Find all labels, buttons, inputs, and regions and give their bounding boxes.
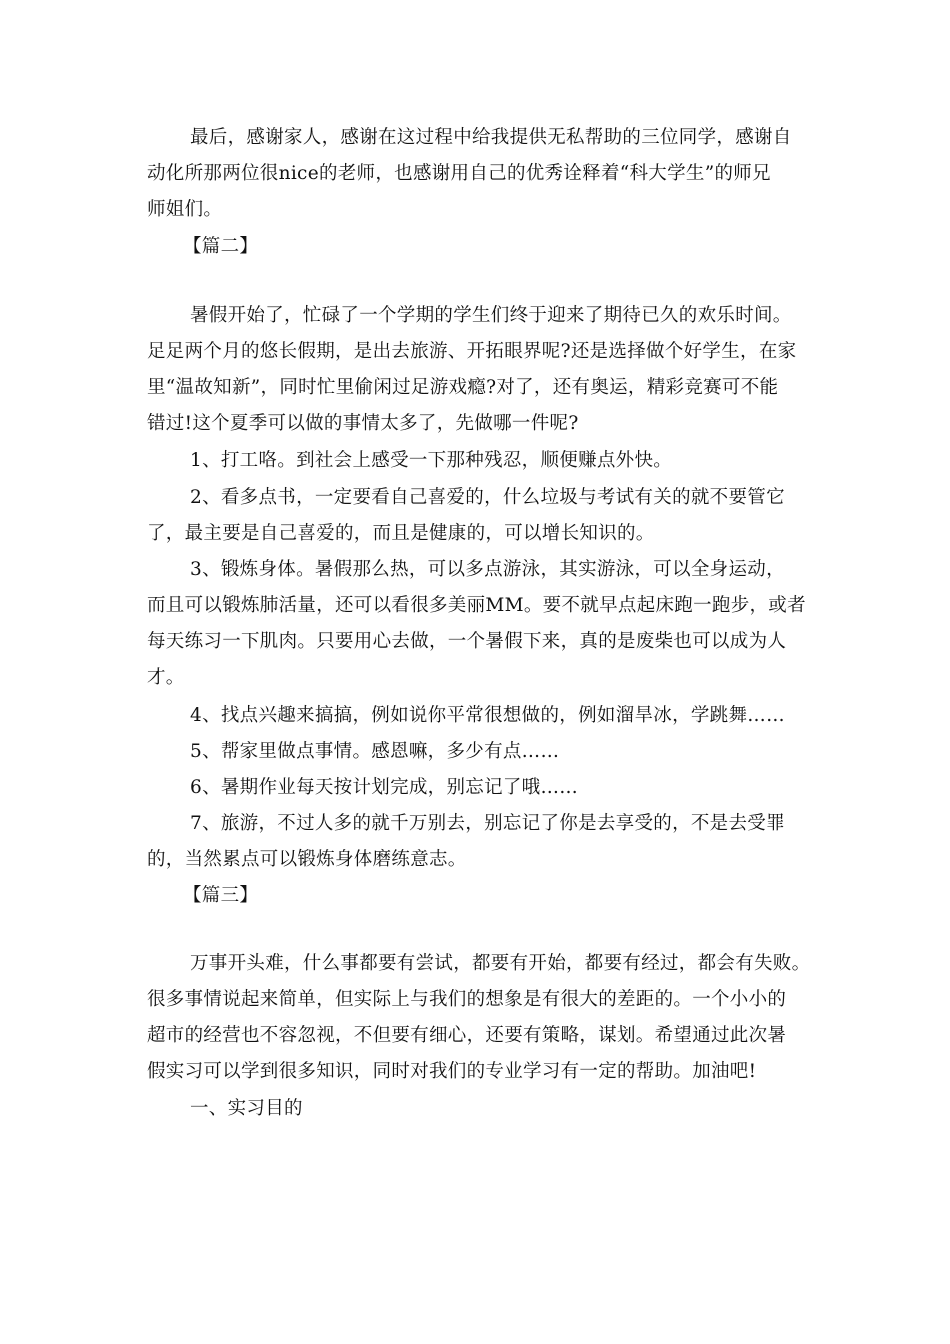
intro-line: 最后，感谢家人，感谢在这过程中给我提供无私帮助的三位同学，感谢自 [190, 127, 792, 148]
list-item: 5、帮家里做点事情。感恩嘛，多少有点…… [190, 741, 560, 762]
list-item: 3、锻炼身体。暑假那么热，可以多点游泳，其实游泳，可以全身运动， [190, 559, 785, 580]
paragraph-line: 足足两个月的悠长假期，是出去旅游、开拓眼界呢?还是选择做个好学生，在家 [147, 341, 797, 362]
intro-line: 师姐们。 [147, 199, 223, 220]
paragraph-line: 假实习可以学到很多知识，同时对我们的专业学习有一定的帮助。加油吧! [147, 1061, 757, 1082]
list-item-continuation: 才。 [147, 667, 185, 688]
list-item: 4、找点兴趣来搞搞，例如说你平常很想做的，例如溜旱冰，学跳舞…… [190, 705, 785, 726]
list-item: 6、暑期作业每天按计划完成，别忘记了哦…… [190, 777, 579, 798]
list-item: 2、看多点书，一定要看自己喜爱的，什么垃圾与考试有关的就不要管它 [190, 487, 785, 508]
list-item-continuation: 的，当然累点可以锻炼身体磨练意志。 [147, 849, 467, 870]
list-item-continuation: 而且可以锻炼肺活量，还可以看很多美丽MM。要不就早点起床跑一跑步，或者 [147, 595, 806, 616]
list-item: 7、旅游，不过人多的就千万别去，别忘记了你是去享受的，不是去受罪 [190, 813, 785, 834]
list-item-continuation: 了，最主要是自己喜爱的，而且是健康的，可以增长知识的。 [147, 523, 655, 544]
intro-line: 动化所那两位很nice的老师，也感谢用自己的优秀诠释着“科大学生”的师兄 [147, 163, 771, 184]
paragraph-line: 很多事情说起来简单，但实际上与我们的想象是有很大的差距的。一个小小的 [147, 989, 787, 1010]
paragraph-line: 暑假开始了，忙碌了一个学期的学生们终于迎来了期待已久的欢乐时间。 [190, 305, 792, 326]
subheading: 一、实习目的 [190, 1098, 303, 1119]
section-heading: 【篇三】 [183, 885, 259, 906]
list-item-continuation: 每天练习一下肌肉。只要用心去做，一个暑假下来，真的是废柴也可以成为人 [147, 631, 787, 652]
paragraph-line: 里“温故知新”，同时忙里偷闲过足游戏瘾?对了，还有奥运，精彩竞赛可不能 [147, 377, 779, 398]
paragraph-line: 万事开头难，什么事都要有尝试，都要有开始，都要有经过，都会有失败。 [190, 953, 811, 974]
paragraph-line: 超市的经营也不容忽视，不但要有细心，还要有策略，谋划。希望通过此次暑 [147, 1025, 787, 1046]
list-item: 1、打工咯。到社会上感受一下那种残忍，顺便赚点外快。 [190, 450, 673, 471]
section-heading: 【篇二】 [183, 236, 259, 257]
paragraph-line: 错过!这个夏季可以做的事情太多了，先做哪一件呢? [147, 413, 579, 434]
